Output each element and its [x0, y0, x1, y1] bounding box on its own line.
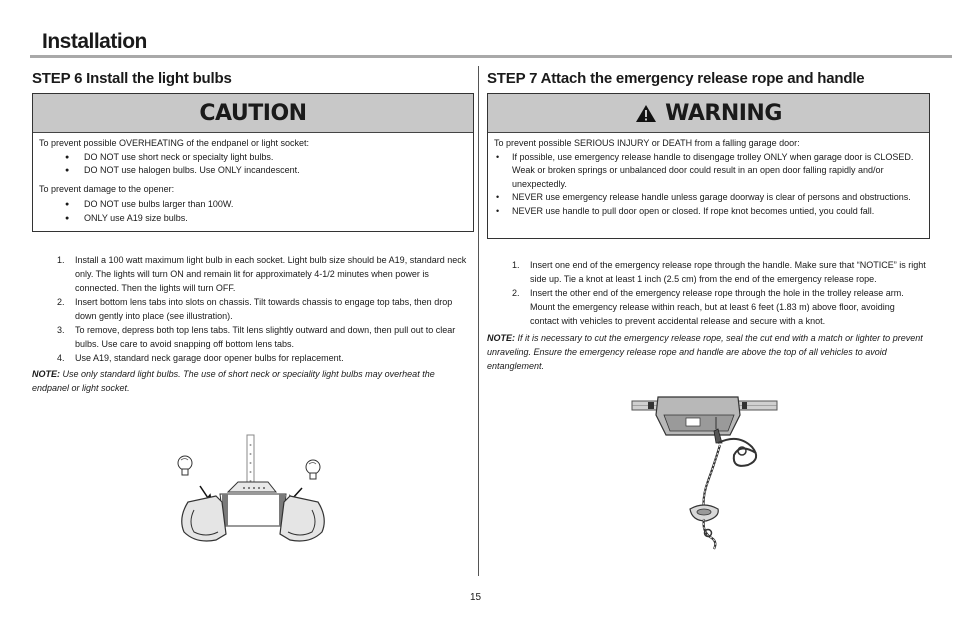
caution-intro-overheating: To prevent possible OVERHEATING of the endpanel or light socket:: [39, 138, 309, 148]
caution-bullet: ● ONLY use A19 size bulbs.: [39, 212, 467, 226]
list-item: 4. Use A19, standard neck garage door opener bulbs for replacement.: [57, 353, 344, 363]
emergency-release-illustration: [630, 385, 780, 555]
step6-instructions: [57, 253, 469, 365]
caution-banner: CAUTION: [33, 94, 473, 133]
warning-intro: To prevent possible SERIOUS INJURY or DEATH from a falling garage door:: [494, 138, 800, 148]
warning-bullet: • NEVER use handle to pull door open or closed. If rope knot becomes untied, you could fall.: [494, 205, 923, 219]
page-title: Installation: [42, 30, 147, 53]
step7-note: [487, 331, 927, 373]
list-item: 2. Insert bottom lens tabs into slots on chassis. Tilt towards chassis to engage top tabs, then drop down gently into place (see illustration).: [57, 297, 453, 321]
warning-triangle-icon: [635, 104, 657, 123]
right-bulb-icon: [306, 460, 320, 479]
list-item: 2. Insert the other end of the emergency release rope through the hole in the trolley release arm. Mount the emergency release within reach, but at least 6 feet (1.83 m) above floor, avoiding contact with vehicles to prevent accidental release and secure with a knot.: [512, 288, 904, 326]
page-number: 15: [470, 592, 482, 603]
light-bulb-illustration: [170, 430, 340, 550]
warning-bullet: • NEVER use emergency release handle unless garage doorway is clear of persons and obstructions.: [494, 191, 923, 205]
caution-intro-damage: To prevent damage to the opener:: [39, 183, 175, 194]
list-item: 1. Insert one end of the emergency release rope through the handle. Make sure that “NOTICE” is right side up. Tie a knot at least 1 inch (2.5 cm) from the end of the emergency release rope.: [512, 260, 926, 284]
caution-bullet: ● DO NOT use halogen bulbs. Use ONLY incandescent.: [39, 164, 467, 178]
caution-box: [32, 93, 474, 232]
title-rule: [30, 55, 952, 58]
caution-bullet: ● DO NOT use bulbs larger than 100W.: [39, 198, 467, 212]
step6-heading: STEP 6 Install the light bulbs: [32, 70, 232, 87]
column-divider: [478, 66, 479, 576]
warning-banner: [488, 94, 929, 133]
step7-instructions: [512, 258, 926, 328]
warning-banner-label: WARNING: [665, 100, 782, 126]
warning-bullet: • If possible, use emergency release handle to disengage trolley ONLY when garage door is CLOSED. Weak or broken springs or unbalanced door could result in an open door falling rapidly and/or unexpectedly.: [494, 151, 923, 192]
list-item: 1. Install a 100 watt maximum light bulb in each socket. Light bulb size should be A19, standard neck only. The lights will turn ON and remain lit for approximately 4-1/2 minutes when power is connected. Then the lights will turn OFF.: [57, 255, 467, 293]
note-text: If it is necessary to cut the emergency release rope, seal the cut end with a match or lighter to prevent unraveling. Ensure the emergency release rope and handle are above the top of all vehicles to avoid entanglement.: [487, 333, 923, 371]
step7-heading: STEP 7 Attach the emergency release rope and handle: [487, 70, 865, 87]
warning-box: [487, 93, 930, 239]
left-bulb-icon: [178, 456, 192, 475]
note-text: Use only standard light bulbs. The use of short neck or speciality light bulbs may overheat the endpanel or light socket.: [32, 369, 435, 393]
step6-note: [32, 367, 462, 395]
release-handle-icon: [690, 505, 718, 521]
list-item: 3. To remove, depress both top lens tabs. Tilt lens slightly outward and down, then pull out to clear bulbs. Use care to avoid snapping off bottom lens tabs.: [57, 325, 456, 349]
caution-bullet: ● DO NOT use short neck or specialty light bulbs.: [39, 151, 467, 165]
note-label: NOTE:: [487, 333, 515, 343]
note-label: NOTE:: [32, 369, 60, 379]
